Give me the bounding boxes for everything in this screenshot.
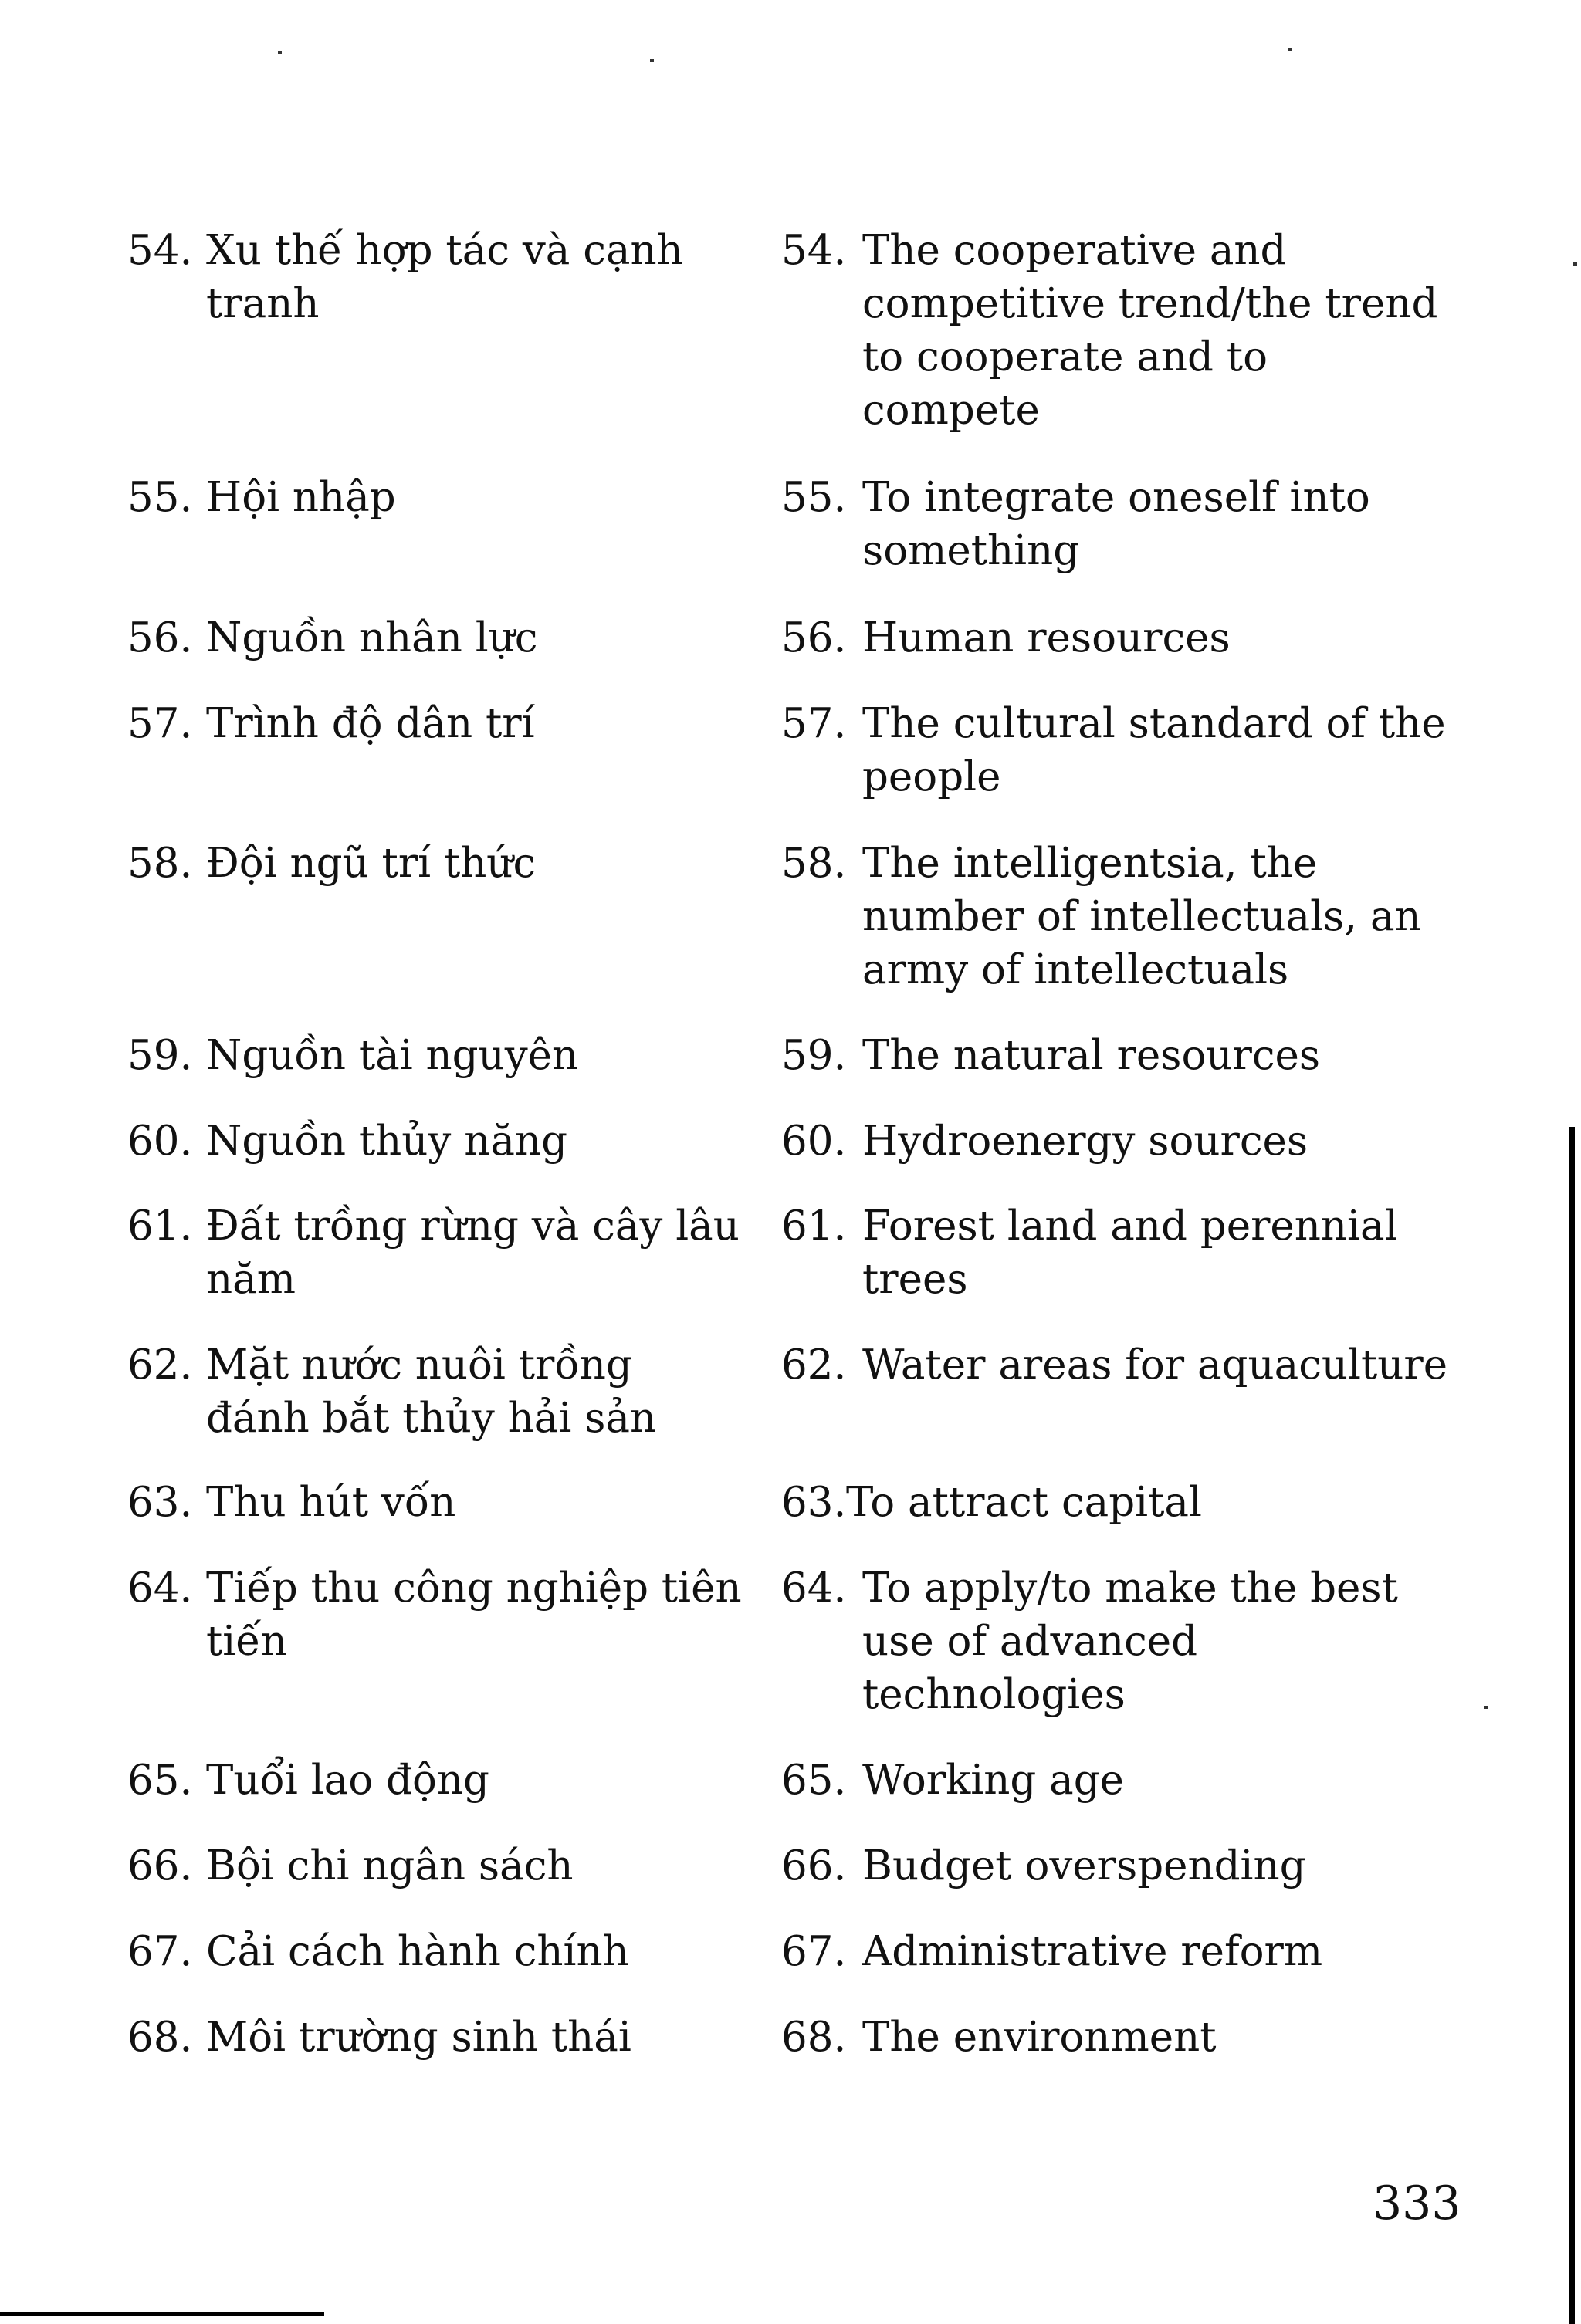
vietnamese-term: Môi trường sinh thái [206,2014,631,2061]
term-number: 59. [127,1032,193,1079]
english-translation: To apply/to make the best use of advanced technologies [862,1565,1398,1718]
scan-speck [1288,48,1292,51]
term-number: 62. [781,1341,847,1389]
english-translation: Human resources [862,614,1231,661]
vietnamese-term: Bội chi ngân sách [206,1842,574,1889]
term-number: 58. [781,840,847,887]
term-number: 67. [127,1928,193,1975]
vietnamese-term: Thu hút vốn [206,1479,456,1526]
term-number: 64. [127,1565,193,1612]
term-number: 57. [127,700,193,747]
vietnamese-term: Đất trồng rừng và cây lâu năm [206,1203,740,1303]
term-number: 67. [781,1928,847,1975]
term-number: 63. [127,1479,193,1526]
term-number: 55. [127,474,193,521]
term-number: 61. [127,1203,193,1250]
scan-speck [1484,1706,1488,1709]
term-number: 60. [127,1118,193,1165]
vietnamese-term: Hội nhập [206,474,396,521]
vietnamese-term: Tuổi lao động [206,1757,489,1804]
english-translation: The cooperative and competitive trend/the trend to cooperate and to compete [862,227,1438,434]
english-translation: To attract capital [846,1479,1202,1526]
term-number: 68. [127,2014,193,2061]
english-translation: The natural resources [862,1032,1321,1079]
term-number: 55. [781,474,847,521]
english-translation: Administrative reform [862,1928,1323,1975]
term-number: 59. [781,1032,847,1079]
term-number: 68. [781,2014,847,2061]
vietnamese-term: Nguồn tài nguyên [206,1032,579,1079]
term-number: 66. [781,1842,847,1889]
scan-edge-right [1569,1127,1575,2324]
vietnamese-term: Cải cách hành chính [206,1928,629,1975]
term-number: 54. [127,227,193,274]
english-translation: The intelligentsia, the number of intellectuals, an army of intellectuals [862,840,1421,993]
english-translation: The environment [862,2014,1217,2061]
term-number: 64. [781,1565,847,1612]
english-translation: The cultural standard of the people [862,700,1446,800]
vietnamese-term: Nguồn thủy năng [206,1118,567,1165]
scan-speck [1573,262,1577,266]
term-number: 66. [127,1842,193,1889]
vietnamese-term: Tiếp thu công nghiệp tiên tiến [206,1565,742,1665]
english-translation: To integrate oneself into something [862,474,1370,574]
term-number: 58. [127,840,193,887]
scan-speck [650,59,654,62]
term-number: 65. [127,1757,193,1804]
term-number: 63. [781,1479,847,1526]
vietnamese-term: Trình độ dân trí [206,700,535,747]
page-number: 333 [1373,2177,1461,2231]
term-number: 57. [781,700,847,747]
english-translation: Forest land and perennial trees [862,1203,1398,1303]
term-number: 65. [781,1757,847,1804]
scan-speck [278,51,282,54]
term-number: 54. [781,227,847,274]
scan-edge-bottom [0,2312,324,2316]
vietnamese-term: Đội ngũ trí thức [206,840,537,887]
term-number: 56. [781,614,847,661]
term-number: 56. [127,614,193,661]
vietnamese-term: Mặt nước nuôi trồng đánh bắt thủy hải sản [206,1341,657,1442]
english-translation: Working age [862,1757,1124,1804]
term-number: 60. [781,1118,847,1165]
english-translation: Hydroenergy sources [862,1118,1308,1165]
vietnamese-term: Xu thế hợp tác và cạnh tranh [206,227,683,327]
term-number: 62. [127,1341,193,1389]
english-translation: Water areas for aquaculture [862,1341,1448,1389]
term-number: 61. [781,1203,847,1250]
vietnamese-term: Nguồn nhân lực [206,614,538,661]
english-translation: Budget overspending [862,1842,1306,1889]
